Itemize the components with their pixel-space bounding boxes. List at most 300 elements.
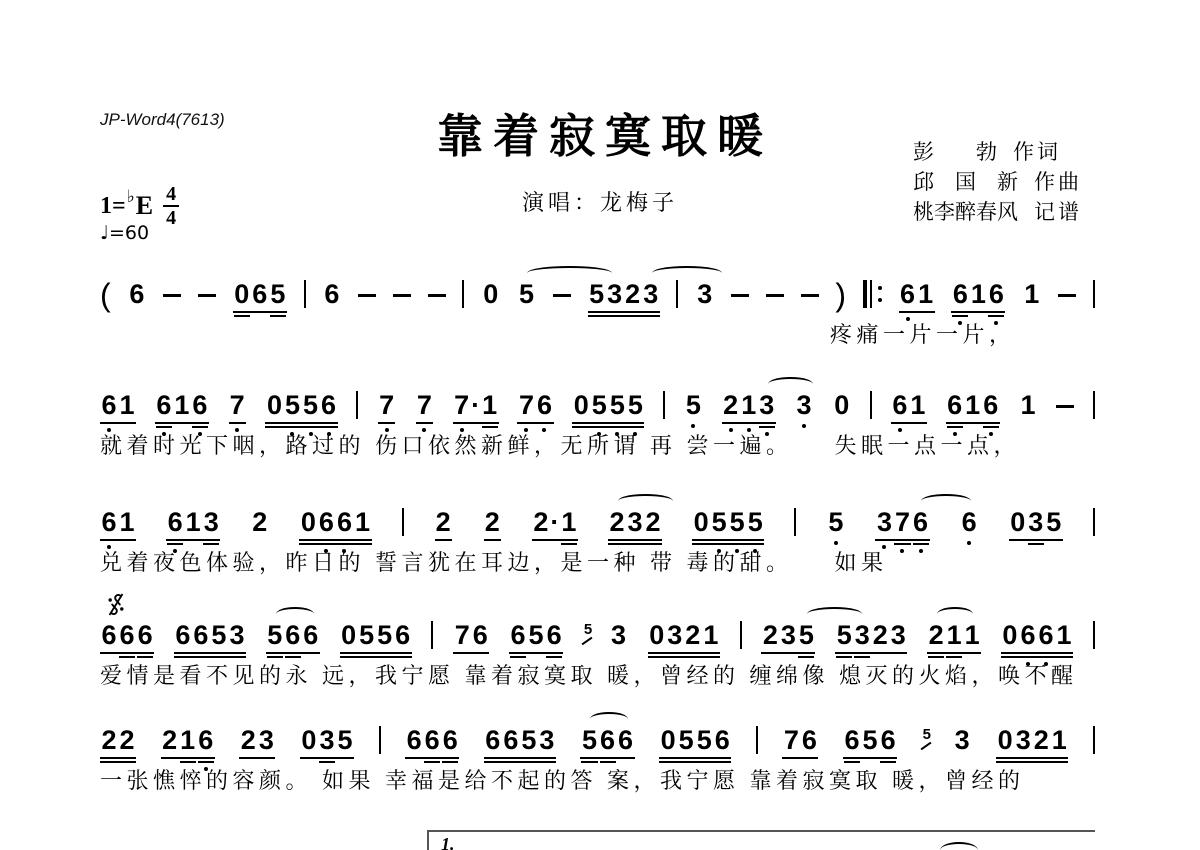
note: [1009, 509, 1027, 536]
note-digit: 1: [119, 507, 135, 537]
note-digit: 3: [319, 725, 335, 755]
note: [953, 727, 972, 754]
underline-beam: [928, 656, 944, 658]
note-digit: 2: [685, 620, 701, 650]
note: [136, 622, 154, 649]
note-digit: 1: [1024, 279, 1040, 309]
note-digit: 0: [660, 725, 676, 755]
note: [257, 727, 275, 754]
notes-row: [100, 373, 1095, 419]
note-digit: 5: [581, 725, 597, 755]
barline: [431, 621, 433, 649]
note: [127, 281, 146, 308]
note: [192, 622, 210, 649]
note-group: [580, 727, 634, 754]
credit-name: 桃李醉春风: [913, 200, 1018, 224]
underline-beam: [100, 761, 136, 763]
note-group: [875, 509, 929, 536]
note: [740, 392, 758, 419]
note-group: [1009, 509, 1063, 536]
note-digit: 6: [1020, 620, 1036, 650]
underline-beam: [156, 426, 172, 428]
underline-beam: [167, 543, 183, 545]
octave-dot: [691, 424, 695, 428]
repeat-dot: [878, 298, 882, 302]
grace-slash: [920, 742, 931, 751]
repeat-thin-bar: [870, 280, 872, 308]
note: [1055, 622, 1073, 649]
underline-beam: [239, 757, 275, 759]
note-digit: 0: [1002, 620, 1018, 650]
note: [1050, 727, 1068, 754]
note-digit: 1: [946, 620, 962, 650]
underline-beam: [532, 539, 578, 541]
note-digit: 7: [416, 390, 432, 420]
note-digit: 3: [759, 390, 775, 420]
note-digit: 5: [696, 725, 712, 755]
underline-beam: [484, 539, 501, 541]
dash-note: [428, 294, 446, 297]
note: [453, 622, 471, 649]
underline-beam: [854, 656, 870, 658]
note-digit: 5: [678, 725, 694, 755]
note-group: [532, 509, 578, 536]
barline: [1093, 391, 1095, 419]
note-digit: 6: [101, 390, 117, 420]
note: [532, 509, 550, 536]
note-digit: 5: [303, 390, 319, 420]
underline-beam: [927, 652, 981, 654]
note-digit: 3: [610, 620, 626, 650]
note-digit: ·: [471, 390, 481, 420]
note: [722, 392, 740, 419]
note-digit: 0: [649, 620, 665, 650]
note: [394, 622, 412, 649]
note-digit: 6: [952, 279, 968, 309]
note: [434, 509, 453, 536]
note-digit: 0: [301, 725, 317, 755]
note-digit: 0: [234, 279, 250, 309]
underline-beam: [266, 652, 320, 654]
note: [917, 281, 935, 308]
note-digit: 3: [854, 620, 870, 650]
note: [782, 727, 800, 754]
note-digit: 0: [300, 507, 316, 537]
note-digit: 5: [528, 620, 544, 650]
note-digit: 1: [965, 390, 981, 420]
underline-beam: [299, 543, 371, 545]
note: [173, 392, 191, 419]
note: [1027, 509, 1045, 536]
lyric-line: 就着时光下咽，路过的 伤口依然新鲜，无所谓 再 尝一遍。 失眠一点一点，: [100, 433, 1021, 458]
underline-beam: [192, 426, 208, 428]
barline: [676, 280, 678, 308]
note: [441, 727, 459, 754]
note: [684, 622, 702, 649]
credit-role: 作曲: [1034, 170, 1082, 194]
note: [871, 622, 889, 649]
note: [545, 622, 563, 649]
underline-beam: [996, 761, 1068, 763]
note-digit: 2: [240, 725, 256, 755]
note-group: [340, 622, 412, 649]
note: [1019, 622, 1037, 649]
note-digit: 3: [697, 279, 713, 309]
note-digit: 5: [521, 725, 537, 755]
note: [118, 727, 136, 754]
note-digit: 3: [1015, 725, 1031, 755]
underline-beam: [180, 761, 196, 763]
note-digit: 6: [324, 279, 340, 309]
note-digit: 3: [643, 279, 659, 309]
underline-beam: [588, 311, 660, 313]
note: [912, 509, 930, 536]
note-digit: 1: [354, 507, 370, 537]
credit-name: 邱 国 新: [913, 170, 1018, 194]
note: [100, 392, 118, 419]
underline-beam: [761, 652, 815, 654]
octave-dot: [802, 424, 806, 428]
note: [320, 392, 338, 419]
underline-beam: [996, 757, 1068, 759]
key-prefix: 1=: [100, 192, 126, 219]
note: [677, 727, 695, 754]
note-digit: 6: [947, 390, 963, 420]
note-group: [692, 509, 764, 536]
underline-beam: [835, 652, 907, 654]
note: [758, 392, 776, 419]
note: [340, 622, 358, 649]
note: [509, 622, 527, 649]
note: [832, 392, 851, 419]
note-digit: 7: [894, 507, 910, 537]
underline-beam: [234, 315, 250, 317]
underline-beam: [510, 656, 526, 658]
underline-beam: [759, 426, 775, 428]
note: [405, 727, 423, 754]
barline: [304, 280, 306, 308]
note: [118, 509, 136, 536]
note-digit: 5: [627, 390, 643, 420]
note: [302, 622, 320, 649]
notes-row: [100, 262, 1095, 313]
note-group: [996, 727, 1068, 754]
notes-row: [100, 708, 1095, 754]
note: [746, 509, 764, 536]
note-digit: 3: [1028, 507, 1044, 537]
notes-row: [100, 603, 1095, 649]
note: [761, 622, 779, 649]
music-system: [100, 708, 1095, 793]
dash-note: [1056, 405, 1074, 408]
underline-beam: [424, 761, 440, 763]
underline-beam: [692, 539, 764, 541]
note-digit: 6: [156, 390, 172, 420]
note-digit: 5: [519, 279, 535, 309]
note-digit: 2: [119, 725, 135, 755]
note-digit: 3: [229, 620, 245, 650]
note: [1032, 727, 1050, 754]
note: [572, 392, 590, 419]
note-digit: 6: [137, 620, 153, 650]
note-digit: 5: [729, 507, 745, 537]
note: [826, 509, 845, 536]
tie-arc: [618, 494, 673, 508]
note-digit: 1: [970, 279, 986, 309]
note-digit: 6: [321, 390, 337, 420]
grace-slash: [581, 637, 592, 646]
note-group: [1001, 622, 1073, 649]
note-digit: 5: [583, 621, 593, 638]
note-digit: 7: [379, 390, 395, 420]
note: [336, 727, 354, 754]
note: [927, 622, 945, 649]
music-system: [100, 373, 1095, 458]
note: [100, 509, 118, 536]
underline-beam: [561, 543, 577, 545]
underline-beam: [608, 539, 662, 541]
note-digit: 7: [454, 390, 470, 420]
note-digit: 6: [892, 390, 908, 420]
underline-beam: [1028, 543, 1044, 545]
note: [617, 727, 635, 754]
tie-arc: [527, 266, 612, 280]
watermark: JP-Word4(7613): [100, 110, 225, 129]
note: [843, 727, 861, 754]
note-group: [951, 281, 1005, 308]
note-digit: 1: [482, 390, 498, 420]
underline-beam: [137, 656, 153, 658]
underline-beam: [265, 426, 337, 428]
note-digit: 5: [685, 390, 701, 420]
note-digit: 6: [983, 390, 999, 420]
note-group: [233, 281, 287, 308]
dash-note: [1058, 294, 1076, 297]
note-digit: 6: [318, 507, 334, 537]
note: [302, 392, 320, 419]
underline-beam: [378, 422, 395, 424]
note-digit: 6: [536, 390, 552, 420]
note-digit: 6: [485, 725, 501, 755]
note: [471, 392, 481, 419]
note-digit: 3: [627, 507, 643, 537]
note: [879, 727, 897, 754]
note: [1014, 727, 1032, 754]
repeat-dots: [878, 286, 882, 302]
note-digit: 5: [862, 725, 878, 755]
note-digit: 6: [198, 725, 214, 755]
note-digit: 2: [435, 507, 451, 537]
note-group: [299, 509, 371, 536]
note: [377, 392, 396, 419]
underline-beam: [174, 652, 246, 654]
note-group: [509, 622, 563, 649]
note: [161, 727, 179, 754]
note-digit: 0: [266, 390, 282, 420]
note: [453, 392, 471, 419]
repeat-begin-sign: [863, 280, 882, 308]
note: [283, 392, 301, 419]
note: [624, 281, 642, 308]
note-group: [239, 727, 275, 754]
underline-beam: [300, 757, 354, 759]
underline-beam: [947, 426, 963, 428]
note-group: [453, 622, 489, 649]
note-digit: 2: [101, 725, 117, 755]
underline-beam: [442, 761, 458, 763]
octave-dot: [834, 541, 838, 545]
note: [982, 392, 1000, 419]
volta-bracket: [427, 830, 1095, 850]
note: [946, 392, 964, 419]
tempo-value: =60: [108, 222, 150, 244]
note: [265, 392, 283, 419]
note-digit: 0: [341, 620, 357, 650]
note-digit: 2: [252, 507, 268, 537]
underline-beam: [983, 426, 999, 428]
note-digit: 6: [395, 620, 411, 650]
note-digit: 5: [1046, 507, 1062, 537]
note: [481, 281, 500, 308]
note: [893, 509, 911, 536]
note: [969, 281, 987, 308]
grace-note: [922, 727, 932, 742]
credit-role: 记谱: [1034, 200, 1082, 224]
underline-beam: [659, 761, 731, 763]
note-digit: 6: [472, 620, 488, 650]
note: [835, 622, 853, 649]
note-group: [155, 392, 209, 419]
note-digit: 5: [828, 507, 844, 537]
note-group: [100, 392, 136, 419]
note-digit: 6: [303, 620, 319, 650]
note: [210, 622, 228, 649]
note-digit: 3: [258, 725, 274, 755]
underline-beam: [100, 422, 136, 424]
page-title: 靠着寂寞取暖: [437, 111, 773, 162]
note: [502, 727, 520, 754]
note: [599, 727, 617, 754]
underline-beam: [572, 426, 644, 428]
underline-beam: [836, 656, 852, 658]
note-digit: 1: [910, 390, 926, 420]
underline-beam: [233, 311, 287, 313]
underline-beam: [843, 757, 897, 759]
note-digit: 2: [162, 725, 178, 755]
dash-note: [393, 294, 411, 297]
note-digit: 2: [484, 507, 500, 537]
note: [1022, 281, 1041, 308]
note-digit: 3: [876, 507, 892, 537]
note: [322, 281, 341, 308]
note: [228, 392, 247, 419]
tie-arc: [276, 607, 314, 621]
note: [853, 622, 871, 649]
note-digit: 2: [723, 390, 739, 420]
note: [588, 281, 606, 308]
note-digit: 1: [119, 390, 135, 420]
note: [590, 392, 608, 419]
note-digit: 2: [928, 620, 944, 650]
note-digit: 0: [693, 507, 709, 537]
credit-role: 作词: [1013, 140, 1061, 164]
underline-beam: [946, 422, 1000, 424]
underline-beam: [161, 757, 215, 759]
note: [299, 509, 317, 536]
note: [889, 622, 907, 649]
note: [963, 622, 981, 649]
note-digit: 7: [518, 390, 534, 420]
barline: [402, 508, 404, 536]
underline-beam: [580, 757, 634, 759]
note: [666, 622, 684, 649]
note-digit: 6: [714, 725, 730, 755]
singer-subtitle: 演唱：龙梅子: [521, 190, 678, 215]
note-group: [161, 727, 215, 754]
note: [517, 281, 536, 308]
note-digit: 5: [589, 279, 605, 309]
note-group: [588, 281, 660, 308]
underline-beam: [299, 539, 371, 541]
parenthesis: (: [100, 277, 111, 313]
underline-beam: [880, 761, 896, 763]
note-group: [517, 392, 553, 419]
note: [538, 727, 556, 754]
note-digit: 1: [1051, 725, 1067, 755]
note: [118, 622, 136, 649]
underline-beam: [405, 757, 459, 759]
underline-beam: [844, 761, 860, 763]
barline: [794, 508, 796, 536]
note-digit: 2: [1033, 725, 1049, 755]
note-digit: 6: [1038, 620, 1054, 650]
note-digit: 6: [101, 507, 117, 537]
note-group: [722, 392, 776, 419]
note-digit: 6: [618, 725, 634, 755]
note: [481, 392, 499, 419]
underline-beam: [913, 543, 929, 545]
note-digit: 3: [539, 725, 555, 755]
note-digit: 6: [285, 620, 301, 650]
note-digit: 3: [796, 390, 812, 420]
note-digit: 5: [267, 620, 283, 650]
underline-beam: [951, 311, 1005, 313]
note-digit: 1: [180, 725, 196, 755]
note-digit: 5: [609, 390, 625, 420]
note-digit: 6: [900, 279, 916, 309]
underline-beam: [265, 422, 337, 424]
note: [713, 727, 731, 754]
note: [684, 392, 703, 419]
note-digit: 2: [872, 620, 888, 650]
note: [644, 509, 662, 536]
repeat-dot: [878, 286, 882, 290]
grace-note: [583, 622, 593, 637]
note: [861, 727, 879, 754]
note-digit: 0: [1010, 507, 1026, 537]
note: [800, 727, 818, 754]
underline-beam: [119, 656, 135, 658]
note: [951, 281, 969, 308]
note-digit: 2: [762, 620, 778, 650]
notes-row: [100, 490, 1095, 536]
octave-dot: [919, 549, 923, 553]
note-group: [174, 622, 246, 649]
note-group: [946, 392, 1000, 419]
note-digit: ·: [550, 507, 560, 537]
note: [100, 727, 118, 754]
note: [520, 727, 538, 754]
